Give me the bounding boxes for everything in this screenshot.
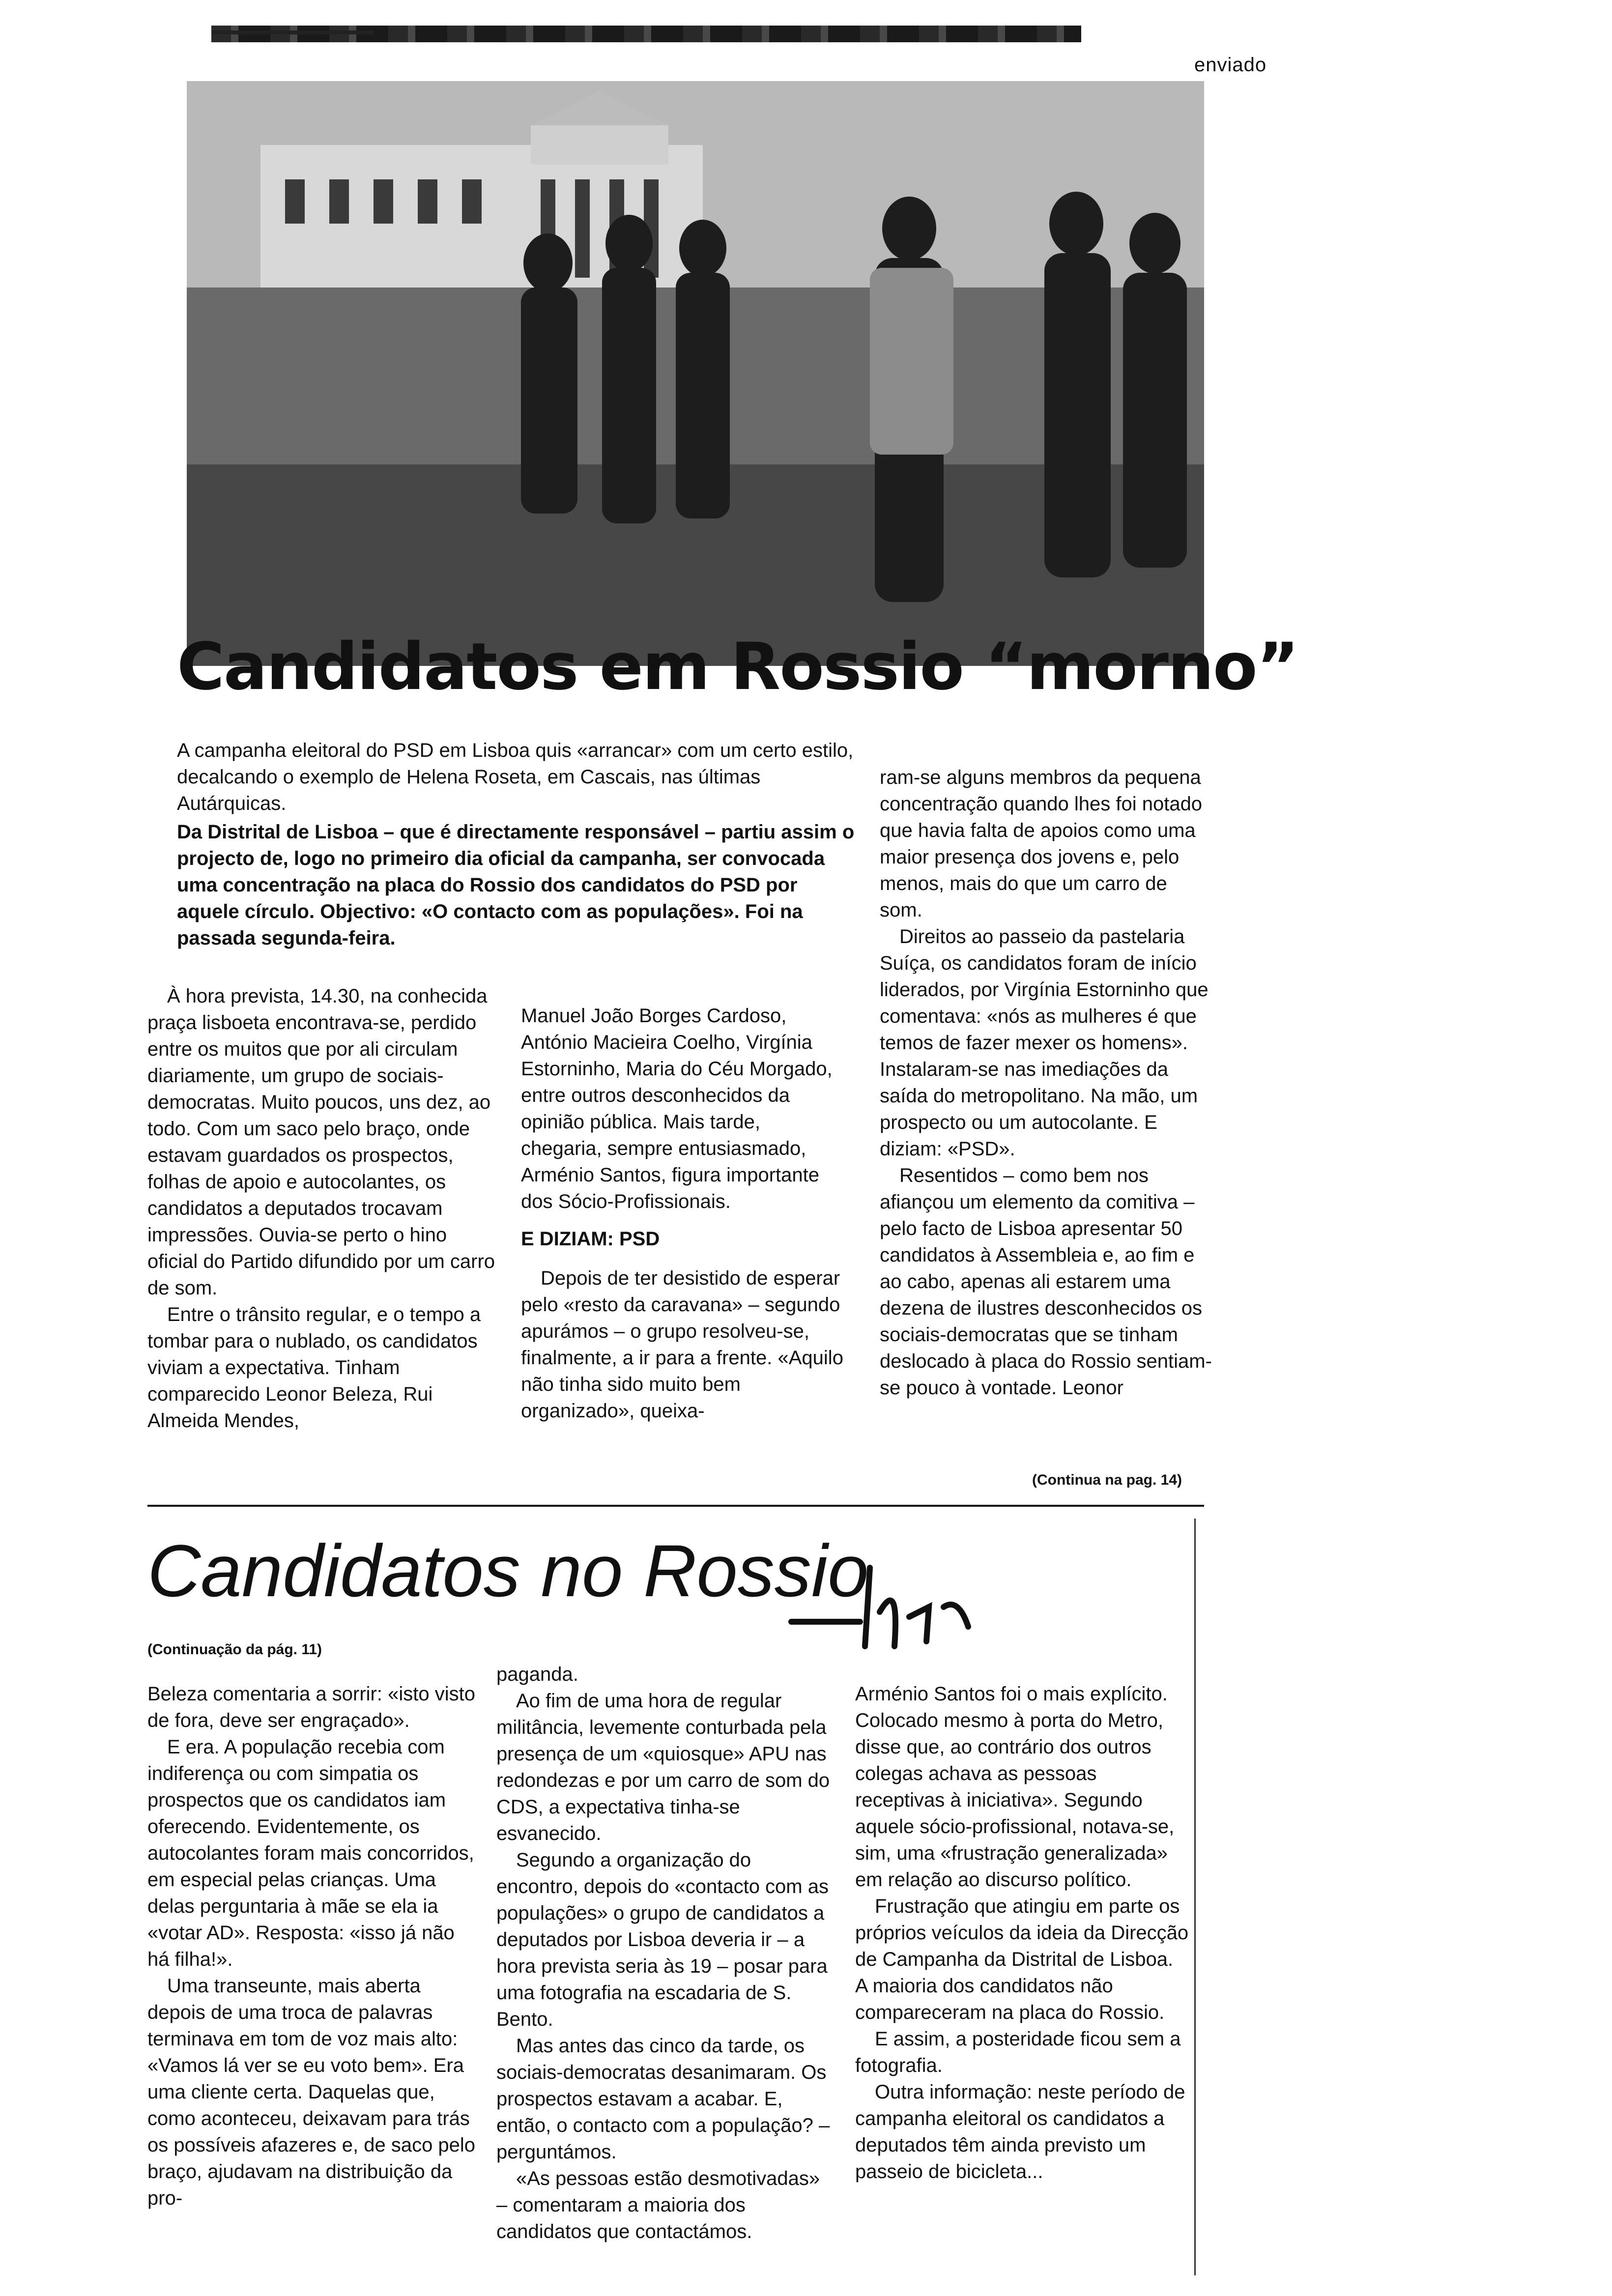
article2-col2 xyxy=(496,1661,835,2245)
article1-lead xyxy=(177,737,865,953)
paragraph: Depois de ter desistido de esperar pelo «resto da caravana» – segundo apurámos – o grupo resolveu-se, finalmente, a ir para a frente. «Aquilo não tinha sido muito bem organizado», queixa- xyxy=(521,1267,843,1422)
paragraph: Beleza comentaria a sorrir: «isto visto de fora, deve ser engraçado». xyxy=(147,1683,475,1731)
article-divider xyxy=(147,1505,1204,1507)
article1-col1 xyxy=(147,983,501,1434)
article2-col1 xyxy=(147,1681,482,2211)
paragraph: Arménio Santos foi o mais explícito. Colocado mesmo à porta do Metro, disse que, ao contrário dos outros colegas achava as pessoas receptivas à iniciativa». Segundo aquele sócio-profissional, notava-se, sim, uma «frustração generalizada» em relação ao discurso político. xyxy=(855,1683,1175,1891)
column-border xyxy=(1194,1519,1196,2275)
news-photo xyxy=(187,81,1204,666)
masthead-rule xyxy=(211,30,374,34)
article2-headline: Candidatos no Rossio xyxy=(147,1529,869,1612)
paragraph: À hora prevista, 14.30, na conhecida praça lisboeta encontrava-se, perdido entre os muitos que por ali circulam diariamente, um grupo de sociais-democratas. Muito poucos, uns dez, ao todo. Com um saco pelo braço, onde estavam guardados os prospectos, folhas de apoio e autocolantes, os candidatos a deputados trocavam impressões. Ouvia-se perto o hino oficial do Partido difundido por um carro de som. xyxy=(147,985,495,1299)
subheading: E DIZIAM: PSD xyxy=(521,1228,660,1250)
paragraph: E era. A população recebia com indiferença ou com simpatia os prospectos que os candidatos iam oferecendo. Evidentemente, os autocolantes foram mais concorridos, em especial pelas crianças. Uma delas perguntaria à mãe se ela ia «votar AD». Resposta: «isso já não há filha!». xyxy=(147,1736,474,1970)
paragraph: Direitos ao passeio da pastelaria Suíça, os candidatos foram de início liderados, por Virgínia Estorninho que comentava: «nós as mulheres é que temos de fazer mexer os homens». Instalaram-se nas imediações da saída do metropolitano. Na mão, um prospecto ou um autocolante. E diziam: «PSD». xyxy=(880,926,1209,1160)
paragraph: Uma transeunte, mais aberta depois de uma troca de palavras terminava em tom de voz mais alto: «Vamos lá ver se eu voto bem». Era uma cliente certa. Daquelas que, como aconteceu, deixavam para trás os possíveis afazeres e, de saco pelo braço, ajudavam na distribuição da pro- xyxy=(147,1975,476,2209)
paragraph: Entre o trânsito regular, e o tempo a tombar para o nublado, os candidatos viviam a expectativa. Tinham comparecido Leonor Beleza, Rui Almeida Mendes, xyxy=(147,1304,481,1432)
handwritten-mark xyxy=(786,1548,1008,1661)
paragraph: Frustração que atingiu em parte os próprios veículos da ideia da Direcção de Campanha da Distrital de Lisboa. A maioria dos candidatos não compareceram na placa do Rossio. xyxy=(855,1895,1189,2023)
paragraph: Manuel João Borges Cardoso, António Macieira Coelho, Virgínia Estorninho, Maria do Céu Morgado, entre outros desconhecidos da opinião pública. Mais tarde, chegaria, sempre entusiasmado, Arménio Santos, figura importante dos Sócio-Profissionais. xyxy=(521,1005,833,1212)
lead-paragraph: A campanha eleitoral do PSD em Lisboa quis «arrancar» com um certo estilo, decalcando o exemplo de Helena Roseta, em Cascais, nas últimas Autárquicas. xyxy=(177,740,854,814)
continued-note: (Continua na pag. 14) xyxy=(1032,1472,1182,1488)
article2-col3 xyxy=(855,1681,1189,2185)
paragraph: Resentidos – como bem nos afiançou um elemento da comitiva – pelo facto de Lisboa apresentar 50 candidatos à Assembleia e, ao fim e ao cabo, apenas ali estarem uma dezena de ilustres desconhecidos os sociais-democratas que se tinham deslocado à placa do Rossio sentiam-se pouco à vontade. Leonor xyxy=(880,1165,1212,1399)
paragraph: Outra informação: neste período de campanha eleitoral os candidatos a deputados têm ainda previsto um passeio de bicicleta... xyxy=(855,2081,1185,2182)
paragraph: paganda. xyxy=(496,1664,578,1685)
lead-paragraph-bold: Da Distrital de Lisboa – que é directamente responsável – partiu assim o projecto de, logo no primeiro dia oficial da campanha, ser convocada uma concentração na placa do Rossio dos candidatos do PSD por aquele círculo. Objectivo: «O contacto com as populações». Foi na passada segunda-feira. xyxy=(177,821,855,949)
article1-col3 xyxy=(880,764,1214,1401)
article1-headline: Candidatos em Rossio “morno” xyxy=(177,629,1298,705)
paragraph: ram-se alguns membros da pequena concentração quando lhes foi notado que havia falta de apoios como uma maior presença dos jovens e, pelo menos, mais do que um carro de som. xyxy=(880,767,1203,921)
continued-from-note: (Continuação da pág. 11) xyxy=(147,1641,322,1658)
article1-col2 xyxy=(521,1003,845,1424)
paragraph: Ao fim de uma hora de regular militância, levemente conturbada pela presença de um «quiosque» APU nas redondezas e por um carro de som do CDS, a expectativa tinha-se esvanecido. xyxy=(496,1690,830,1844)
paragraph: Mas antes das cinco da tarde, os sociais-democratas desanimaram. Os prospectos estavam a acabar. E, então, o contacto com a população? – perguntámos. xyxy=(496,2035,830,2163)
paragraph: «As pessoas estão desmotivadas» – comentaram a maioria dos candidatos que contactámos. xyxy=(496,2168,820,2242)
paragraph: E assim, a posteridade ficou sem a fotografia. xyxy=(855,2028,1181,2076)
section-tag: enviado xyxy=(1194,54,1267,76)
paragraph: Segundo a organização do encontro, depois do «contacto com as populações» o grupo de candidatos a deputados por Lisboa deveria ir – a hora prevista seria às 19 – posar para uma fotografia na escadaria de S. Bento. xyxy=(496,1849,829,2030)
